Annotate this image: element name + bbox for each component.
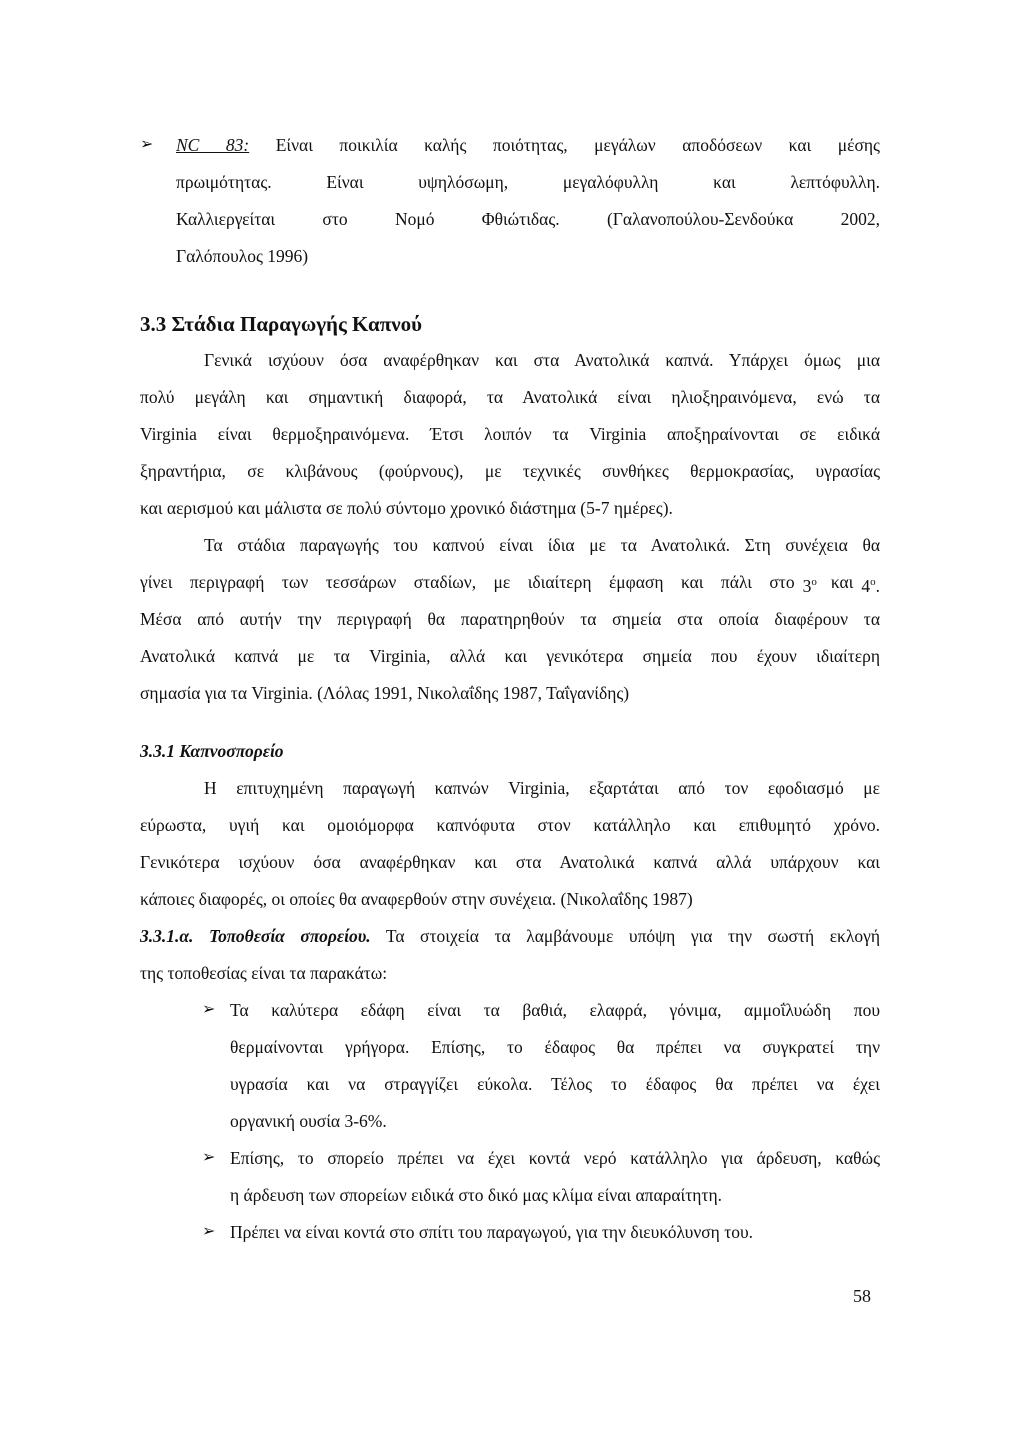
text-line-with-ordinals xyxy=(140,570,880,598)
section-heading-3-3-1a: 3.3.1.α. Τοποθεσία σπορείου. xyxy=(140,926,371,946)
page-number: 58 xyxy=(853,1286,871,1306)
nc83-line-1 xyxy=(176,133,880,157)
bullet-marker: ➢ xyxy=(140,136,154,153)
text-line: υγρασία και να στραγγίζει εύκολα. Τέλος το έδαφος θα πρέπει να έχει xyxy=(230,1074,880,1094)
nc83-line-1-text: Είναι ποικιλία καλής ποιότητας, μεγάλων αποδόσεων και μέσης xyxy=(249,135,880,155)
bullet-marker: ➢ xyxy=(202,1149,216,1166)
text-line: η άρδευση των σπορείων ειδικά στο δικό μας κλίμα είναι απαραίτητη. xyxy=(230,1185,722,1205)
nc83-label: NC 83: xyxy=(176,135,250,155)
text-line: Η επιτυχημένη παραγωγή καπνών Virginia, εξαρτάται από τον εφοδιασμό με xyxy=(204,778,880,798)
text-line: Τα στάδια παραγωγής του καπνού είναι ίδια με τα Ανατολικά. Στη συνέχεια θα xyxy=(204,535,880,555)
text-line: Μέσα από αυτήν την περιγραφή θα παρατηρηθούν τα σημεία στα οποία διαφέρουν τα xyxy=(140,609,880,629)
text-line: κάποιες διαφορές, οι οποίες θα αναφερθούν στην συνέχεια. (Νικολαΐδης 1987) xyxy=(140,889,693,909)
text-line: Τα καλύτερα εδάφη είναι τα βαθιά, ελαφρά, γόνιμα, αμμοΐλυώδη που xyxy=(230,1000,880,1020)
section-heading-3-3: 3.3 Στάδια Παραγωγής Καπνού xyxy=(140,312,422,336)
bullet-marker: ➢ xyxy=(202,1223,216,1240)
text-line: και αερισμού και μάλιστα σε πολύ σύντομο χρονικό διάστημα (5-7 ημέρες). xyxy=(140,498,673,518)
text-line: Επίσης, το σπορείο πρέπει να έχει κοντά νερό κατάλληλο για άρδευση, καθώς xyxy=(230,1148,880,1168)
text-line: εύρωστα, υγιή και ομοιόμορφα καπνόφυτα στον κατάλληλο και επιθυμητό χρόνο. xyxy=(140,815,880,835)
nc83-line-3: Καλλιεργείται στο Νομό Φθιώτιδας. (Γαλανοπούλου-Σενδούκα 2002, xyxy=(176,209,880,229)
text-line-part: Τα στοιχεία τα λαμβάνουμε υπόψη για την σωστή εκλογή xyxy=(370,926,880,946)
text-line: πολύ μεγάλη και σημαντική διαφορά, τα Ανατολικά είναι ηλιοξηραινόμενα, ενώ τα xyxy=(140,387,880,407)
text-line xyxy=(140,924,880,948)
text-line: ξηραντήρια, σε κλιβάνους (φούρνους), με τεχνικές συνθήκες θερμοκρασίας, υγρασίας xyxy=(140,461,880,481)
nc83-line-2: πρωιμότητας. Είναι υψηλόσωμη, μεγαλόφυλλη και λεπτόφυλλη. xyxy=(176,172,880,192)
bullet-marker: ➢ xyxy=(202,1001,216,1018)
text-line: σημασία για τα Virginia. (Λόλας 1991, Νικολαΐδης 1987, Ταΐγανίδης) xyxy=(140,683,630,703)
text-line: της τοποθεσίας είναι τα παρακάτω: xyxy=(140,963,388,983)
and-word: και xyxy=(830,572,854,592)
text-line: θερμαίνονται γρήγορα. Επίσης, το έδαφος θα πρέπει να συγκρατεί την xyxy=(230,1037,880,1057)
text-line: οργανική ουσία 3-6%. xyxy=(230,1111,387,1131)
text-line: Γενικότερα ισχύουν όσα αναφέρθηκαν και στα Ανατολικά καπνά αλλά υπάρχουν και xyxy=(140,852,880,872)
text-line-part: γίνει περιγραφή των τεσσάρων σταδίων, με ιδιαίτερη έμφαση και πάλι στο xyxy=(140,572,795,592)
text-line: Γενικά ισχύουν όσα αναφέρθηκαν και στα Ανατολικά καπνά. Υπάρχει όμως μια xyxy=(204,350,880,370)
nc83-line-4: Γαλόπουλος 1996) xyxy=(176,246,309,266)
text-line: Virginia είναι θερμοξηραινόμενα. Έτσι λοιπόν τα Virginia αποξηραίνονται σε ειδικά xyxy=(140,424,880,444)
section-heading-3-3-1: 3.3.1 Καπνοσπορείο xyxy=(140,741,284,761)
ordinal-4: $4^o$. xyxy=(861,575,880,596)
ordinal-3: $3^o$ xyxy=(802,575,817,596)
text-line: Πρέπει να είναι κοντά στο σπίτι του παραγωγού, για την διευκόλυνση του. xyxy=(230,1222,754,1242)
text-line: Ανατολικά καπνά με τα Virginia, αλλά και γενικότερα σημεία που έχουν ιδιαίτερη xyxy=(140,646,880,666)
